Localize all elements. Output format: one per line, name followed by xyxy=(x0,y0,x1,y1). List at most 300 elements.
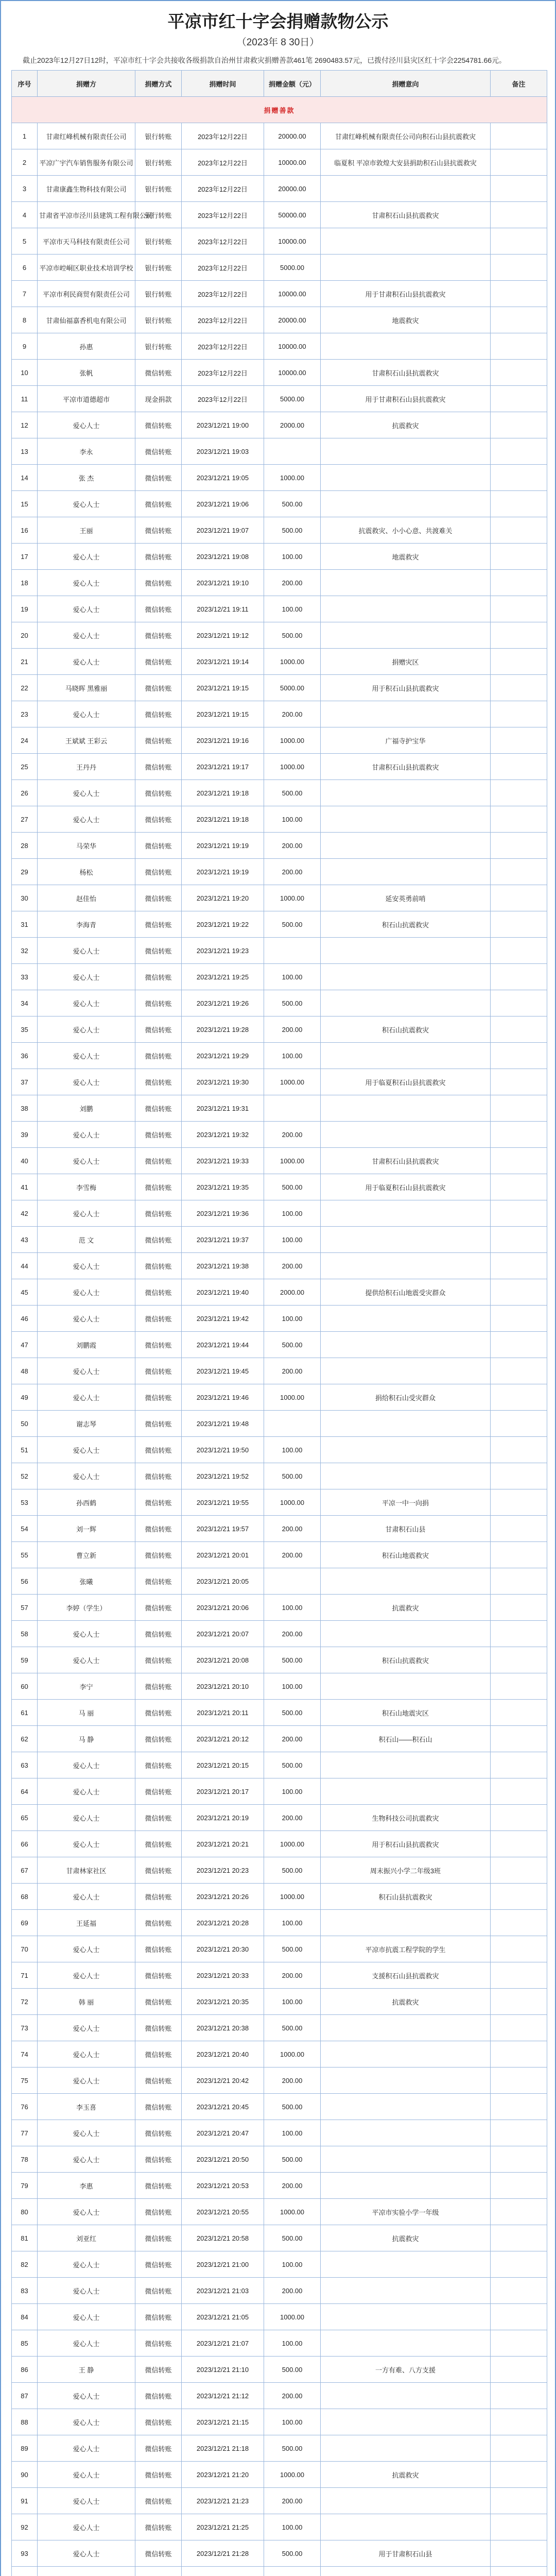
table-row xyxy=(12,2357,547,2383)
cell-method: 微信转账 xyxy=(135,544,182,570)
table-row xyxy=(12,1122,547,1148)
cell-time: 2023/12/21 19:46 xyxy=(182,1384,264,1411)
cell-remark xyxy=(491,202,547,228)
cell-purpose: 生物科技公司抗震救灾 xyxy=(321,1805,491,1831)
cell-donor: 平凉市利民商贸有限责任公司 xyxy=(38,281,135,307)
table-row xyxy=(12,1647,547,1673)
table-row xyxy=(12,465,547,491)
cell-donor: 爱心人士 xyxy=(38,2409,135,2435)
cell-purpose: 地震救灾 xyxy=(321,307,491,333)
cell-remark xyxy=(491,1884,547,1910)
table-row xyxy=(12,333,547,360)
cell-donor xyxy=(38,2567,135,2576)
cell-donor: 平凉市道德超市 xyxy=(38,386,135,412)
cell-donor: 爱心人士 xyxy=(38,1962,135,1989)
cell-time: 2023/12/21 20:01 xyxy=(182,1542,264,1568)
cell-no: 82 xyxy=(12,2251,38,2278)
cell-time: 2023/12/21 19:50 xyxy=(182,1437,264,1463)
cell-time: 2023/12/21 19:14 xyxy=(182,649,264,675)
table-row xyxy=(12,754,547,780)
cell-donor: 马荣华 xyxy=(38,833,135,859)
cell-amount: 200.00 xyxy=(264,2383,321,2409)
cell-remark xyxy=(491,517,547,544)
table-row xyxy=(12,360,547,386)
cell-time: 2023/12/21 20:17 xyxy=(182,1778,264,1805)
cell-purpose: 积石山抗震救灾 xyxy=(321,1647,491,1673)
cell-method: 微信转账 xyxy=(135,360,182,386)
cell-purpose: 甘肃积石山县抗震救灾 xyxy=(321,360,491,386)
cell-time: 2023年12月22日 xyxy=(182,386,264,412)
cell-donor: 爱心人士 xyxy=(38,2067,135,2094)
cell-no: 87 xyxy=(12,2383,38,2409)
cell-remark xyxy=(491,255,547,281)
cell-amount: 100.00 xyxy=(264,1910,321,1936)
cell-purpose xyxy=(321,2067,491,2094)
table-row xyxy=(12,1411,547,1437)
cell-amount: 500.00 xyxy=(264,2540,321,2567)
cell-donor: 爱心人士 xyxy=(38,964,135,990)
cell-amount: 1000.00 xyxy=(264,727,321,754)
cell-time: 2023/12/21 20:12 xyxy=(182,1726,264,1752)
cell-purpose xyxy=(321,596,491,622)
cell-amount: 100.00 xyxy=(264,596,321,622)
cell-purpose xyxy=(321,806,491,833)
cell-remark xyxy=(491,649,547,675)
table-row xyxy=(12,2462,547,2488)
cell-donor: 刘一辉 xyxy=(38,1516,135,1542)
cell-time: 2023/12/21 21:03 xyxy=(182,2278,264,2304)
cell-time: 2023/12/21 19:28 xyxy=(182,1016,264,1043)
cell-method: 微信转账 xyxy=(135,1621,182,1647)
cell-remark xyxy=(491,938,547,964)
cell-no xyxy=(12,2567,38,2576)
table-row xyxy=(12,2067,547,2094)
table-row xyxy=(12,1463,547,1489)
table-row xyxy=(12,2435,547,2462)
cell-purpose: 地震救灾 xyxy=(321,544,491,570)
cell-time: 2023/12/21 20:19 xyxy=(182,1805,264,1831)
cell-amount: 500.00 xyxy=(264,2435,321,2462)
table-row xyxy=(12,202,547,228)
cell-remark xyxy=(491,544,547,570)
cell-purpose xyxy=(321,1253,491,1279)
cell-purpose: 抗震救灾、小小心意、共渡难关 xyxy=(321,517,491,544)
cell-time: 2023年12月22日 xyxy=(182,360,264,386)
cell-no: 11 xyxy=(12,386,38,412)
cell-amount: 200.00 xyxy=(264,2173,321,2199)
cell-no: 21 xyxy=(12,649,38,675)
cell-method: 微信转账 xyxy=(135,1568,182,1595)
cell-time: 2023年12月22日 xyxy=(182,255,264,281)
cell-method: 微信转账 xyxy=(135,517,182,544)
cell-method: 微信转账 xyxy=(135,1069,182,1095)
table-row xyxy=(12,2278,547,2304)
table-row xyxy=(12,1227,547,1253)
cell-purpose: 抗震救灾 xyxy=(321,412,491,438)
cell-amount: 200.00 xyxy=(264,1621,321,1647)
cell-no: 83 xyxy=(12,2278,38,2304)
cell-purpose: 一方有难、八方支援 xyxy=(321,2357,491,2383)
cell-time: 2023/12/21 19:17 xyxy=(182,754,264,780)
cell-remark xyxy=(491,1568,547,1595)
cell-no: 1 xyxy=(12,123,38,149)
cell-no: 79 xyxy=(12,2173,38,2199)
cell-purpose xyxy=(321,2435,491,2462)
cell-amount: 500.00 xyxy=(264,1463,321,1489)
cell-no: 71 xyxy=(12,1962,38,1989)
cell-time: 2023年12月22日 xyxy=(182,149,264,176)
cell-no: 16 xyxy=(12,517,38,544)
cell-time: 2023/12/21 20:58 xyxy=(182,2225,264,2251)
cell-method: 微信转账 xyxy=(135,412,182,438)
table-row xyxy=(12,2041,547,2067)
cell-time: 2023年12月22日 xyxy=(182,281,264,307)
cell-purpose xyxy=(321,1122,491,1148)
cell-remark xyxy=(491,675,547,701)
cell-no: 2 xyxy=(12,149,38,176)
page-date: （2023年 8 30日） xyxy=(236,37,320,48)
cell-purpose xyxy=(321,1621,491,1647)
cell-time: 2023/12/21 20:07 xyxy=(182,1621,264,1647)
cell-amount: 1000.00 xyxy=(264,2462,321,2488)
cell-method: 微信转账 xyxy=(135,1542,182,1568)
cell-time: 2023/12/21 19:57 xyxy=(182,1516,264,1542)
cell-time: 2023/12/21 21:15 xyxy=(182,2409,264,2435)
table-row xyxy=(12,1568,547,1595)
cell-amount: 500.00 xyxy=(264,622,321,649)
cell-no: 46 xyxy=(12,1306,38,1332)
cell-method: 微信转账 xyxy=(135,1411,182,1437)
table-row xyxy=(12,1489,547,1516)
cell-no: 6 xyxy=(12,255,38,281)
cell-time: 2023/12/21 20:42 xyxy=(182,2067,264,2094)
cell-amount: 500.00 xyxy=(264,2015,321,2041)
cell-donor: 爱心人士 xyxy=(38,2540,135,2567)
cell-purpose xyxy=(321,1463,491,1489)
cell-remark xyxy=(491,990,547,1016)
cell-time: 2023年12月22日 xyxy=(182,176,264,202)
cell-purpose: 平凉市实验小学一年级 xyxy=(321,2199,491,2225)
cell-remark xyxy=(491,1384,547,1411)
cell-no: 74 xyxy=(12,2041,38,2067)
cell-purpose xyxy=(321,1910,491,1936)
cell-method: 微信转账 xyxy=(135,2278,182,2304)
cell-no: 22 xyxy=(12,675,38,701)
cell-purpose xyxy=(321,1043,491,1069)
cell-purpose: 抗震救灾 xyxy=(321,2225,491,2251)
cell-method: 微信转账 xyxy=(135,1200,182,1227)
cell-purpose xyxy=(321,1095,491,1122)
table-row xyxy=(12,833,547,859)
cell-remark xyxy=(491,911,547,938)
cell-donor: 刘鹏霞 xyxy=(38,1332,135,1358)
cell-amount: 100.00 xyxy=(264,2120,321,2146)
cell-remark xyxy=(491,1647,547,1673)
cell-amount: 500.00 xyxy=(264,491,321,517)
cell-donor: 爱心人士 xyxy=(38,990,135,1016)
table-row xyxy=(12,1016,547,1043)
cell-purpose xyxy=(321,2409,491,2435)
cell-amount: 200.00 xyxy=(264,1122,321,1148)
cell-amount: 10000.00 xyxy=(264,228,321,255)
cell-amount: 200.00 xyxy=(264,1516,321,1542)
cell-method: 微信转账 xyxy=(135,438,182,465)
cell-time: 2023/12/21 20:23 xyxy=(182,1857,264,1884)
table-row xyxy=(12,1437,547,1463)
cell-remark xyxy=(491,2409,547,2435)
cell-remark xyxy=(491,1962,547,1989)
cell-no: 57 xyxy=(12,1595,38,1621)
cell-no: 9 xyxy=(12,333,38,360)
cell-remark xyxy=(491,2146,547,2173)
cell-donor: 王延福 xyxy=(38,1910,135,1936)
cell-amount: 1000.00 xyxy=(264,1884,321,1910)
table-row xyxy=(12,1384,547,1411)
cell-no: 8 xyxy=(12,307,38,333)
cell-no: 75 xyxy=(12,2067,38,2094)
cell-no: 89 xyxy=(12,2435,38,2462)
cell-time: 2023/12/21 20:11 xyxy=(182,1700,264,1726)
cell-no: 31 xyxy=(12,911,38,938)
cell-amount: 500.00 xyxy=(264,2094,321,2120)
cell-remark xyxy=(491,1936,547,1962)
table-row xyxy=(12,1936,547,1962)
cell-donor: 爱心人士 xyxy=(38,1306,135,1332)
cell-method: 微信转账 xyxy=(135,2540,182,2567)
cell-remark xyxy=(491,1516,547,1542)
cell-donor: 平凉市崆峒区职业技术培训学校 xyxy=(38,255,135,281)
cell-amount: 10000.00 xyxy=(264,281,321,307)
cell-remark xyxy=(491,2488,547,2514)
cell-remark xyxy=(491,1279,547,1306)
cell-donor: 甘肃林家社区 xyxy=(38,1857,135,1884)
donation-table xyxy=(11,70,547,2576)
cell-time: 2023/12/21 19:37 xyxy=(182,1227,264,1253)
table-row xyxy=(12,727,547,754)
cell-no: 76 xyxy=(12,2094,38,2120)
cell-purpose: 甘肃积石山县抗震救灾 xyxy=(321,754,491,780)
cell-remark xyxy=(491,1122,547,1148)
table-row xyxy=(12,1831,547,1857)
cell-remark xyxy=(491,2120,547,2146)
cell-amount: 1000.00 xyxy=(264,1489,321,1516)
cell-method: 微信转账 xyxy=(135,1016,182,1043)
cell-no: 61 xyxy=(12,1700,38,1726)
cell-donor: 甘肃康鑫生物科技有限公司 xyxy=(38,176,135,202)
cell-amount: 200.00 xyxy=(264,1726,321,1752)
table-row xyxy=(12,1069,547,1095)
cell-no: 72 xyxy=(12,1989,38,2015)
cell-no: 65 xyxy=(12,1805,38,1831)
cell-time: 2023/12/21 20:28 xyxy=(182,1910,264,1936)
cell-no: 12 xyxy=(12,412,38,438)
cell-time: 2023/12/21 19:07 xyxy=(182,517,264,544)
cell-donor: 爱心人士 xyxy=(38,1384,135,1411)
cell-remark xyxy=(491,1227,547,1253)
cell-purpose xyxy=(321,570,491,596)
section-row xyxy=(12,97,547,123)
cell-method: 微信转账 xyxy=(135,2383,182,2409)
table-row xyxy=(12,176,547,202)
table-row xyxy=(12,544,547,570)
table-row xyxy=(12,1857,547,1884)
cell-time: 2023年12月22日 xyxy=(182,123,264,149)
cell-no: 78 xyxy=(12,2146,38,2173)
cell-method: 微信转账 xyxy=(135,1332,182,1358)
table-row xyxy=(12,2567,547,2576)
cell-method: 微信转账 xyxy=(135,2041,182,2067)
cell-donor: 爱心人士 xyxy=(38,649,135,675)
cell-no: 67 xyxy=(12,1857,38,1884)
cell-purpose xyxy=(321,491,491,517)
cell-time: 2023/12/21 21:25 xyxy=(182,2514,264,2540)
cell-remark xyxy=(491,1752,547,1778)
table-row xyxy=(12,1200,547,1227)
cell-remark xyxy=(491,2304,547,2330)
cell-amount: 500.00 xyxy=(264,517,321,544)
cell-method: 微信转账 xyxy=(135,570,182,596)
cell-amount: 1000.00 xyxy=(264,2304,321,2330)
cell-method: 微信转账 xyxy=(135,938,182,964)
cell-method: 微信转账 xyxy=(135,1384,182,1411)
cell-remark xyxy=(491,2514,547,2540)
cell-donor: 刘亚红 xyxy=(38,2225,135,2251)
header-method: 捐赠方式 xyxy=(135,71,182,97)
cell-remark xyxy=(491,1411,547,1437)
cell-time: 2023/12/21 21:07 xyxy=(182,2330,264,2357)
cell-amount: 2000.00 xyxy=(264,412,321,438)
cell-no: 41 xyxy=(12,1174,38,1200)
cell-amount: 1000.00 xyxy=(264,885,321,911)
cell-no: 80 xyxy=(12,2199,38,2225)
cell-no: 51 xyxy=(12,1437,38,1463)
cell-method: 微信转账 xyxy=(135,1279,182,1306)
cell-purpose xyxy=(321,2146,491,2173)
cell-method: 微信转账 xyxy=(135,1095,182,1122)
cell-donor: 爱心人士 xyxy=(38,2120,135,2146)
cell-time: 2023/12/21 19:33 xyxy=(182,1148,264,1174)
cell-no: 77 xyxy=(12,2120,38,2146)
cell-purpose: 积石山——积石山 xyxy=(321,1726,491,1752)
cell-remark xyxy=(491,281,547,307)
cell-no: 56 xyxy=(12,1568,38,1595)
table-header-row xyxy=(12,71,547,97)
cell-remark xyxy=(491,2041,547,2067)
cell-no: 28 xyxy=(12,833,38,859)
cell-time: 2023/12/21 20:38 xyxy=(182,2015,264,2041)
cell-amount: 200.00 xyxy=(264,2067,321,2094)
cell-time: 2023年12月22日 xyxy=(182,307,264,333)
cell-amount: 500.00 xyxy=(264,2357,321,2383)
cell-donor: 李玉喜 xyxy=(38,2094,135,2120)
cell-amount: 100.00 xyxy=(264,1043,321,1069)
cell-donor: 爱心人士 xyxy=(38,2278,135,2304)
cell-amount: 100.00 xyxy=(264,1595,321,1621)
cell-no: 48 xyxy=(12,1358,38,1384)
cell-no: 33 xyxy=(12,964,38,990)
cell-remark xyxy=(491,1673,547,1700)
cell-donor: 爱心人士 xyxy=(38,1279,135,1306)
cell-amount: 200.00 xyxy=(264,2278,321,2304)
cell-donor: 爱心人士 xyxy=(38,2330,135,2357)
cell-no: 59 xyxy=(12,1647,38,1673)
cell-time: 2023/12/21 20:33 xyxy=(182,1962,264,1989)
cell-time: 2023/12/21 20:10 xyxy=(182,1673,264,1700)
table-row xyxy=(12,2304,547,2330)
cell-method: 微信转账 xyxy=(135,1516,182,1542)
cell-time: 2023/12/21 19:30 xyxy=(182,1069,264,1095)
cell-donor: 韩 丽 xyxy=(38,1989,135,2015)
cell-donor: 马 静 xyxy=(38,1726,135,1752)
cell-time: 2023/12/21 21:28 xyxy=(182,2540,264,2567)
cell-purpose: 积石山县抗震救灾 xyxy=(321,1884,491,1910)
table-row xyxy=(12,570,547,596)
cell-remark xyxy=(491,1148,547,1174)
table-row xyxy=(12,2251,547,2278)
cell-remark xyxy=(491,2383,547,2409)
cell-amount: 200.00 xyxy=(264,1962,321,1989)
cell-method: 微信转账 xyxy=(135,2357,182,2383)
cell-amount: 200.00 xyxy=(264,833,321,859)
cell-time: 2023/12/21 19:38 xyxy=(182,1253,264,1279)
cell-donor: 爱心人士 xyxy=(38,1043,135,1069)
cell-time: 2023/12/21 19:10 xyxy=(182,570,264,596)
cell-purpose: 甘肃积石山县 xyxy=(321,1516,491,1542)
cell-donor: 范 文 xyxy=(38,1227,135,1253)
table-row xyxy=(12,2225,547,2251)
cell-amount: 1000.00 xyxy=(264,1069,321,1095)
cell-no: 68 xyxy=(12,1884,38,1910)
cell-amount: 100.00 xyxy=(264,544,321,570)
cell-time: 2023/12/21 19:35 xyxy=(182,1174,264,1200)
intro-paragraph: 截止2023年12月27日12时，平凉市红十字会共接收各级捐款自治州甘肃救灾捐赠善款461笔 2690483.57元，已拨付泾川县灾区红十字会2254781.66元。 xyxy=(23,56,507,64)
cell-remark xyxy=(491,2435,547,2462)
cell-time: 2023/12/21 19:26 xyxy=(182,990,264,1016)
cell-method: 微信转账 xyxy=(135,2015,182,2041)
cell-donor: 刘鹏 xyxy=(38,1095,135,1122)
cell-purpose: 支援积石山县抗震救灾 xyxy=(321,1962,491,1989)
cell-donor: 爱心人士 xyxy=(38,412,135,438)
cell-purpose xyxy=(321,622,491,649)
cell-remark xyxy=(491,1778,547,1805)
cell-purpose: 延安英勇前哨 xyxy=(321,885,491,911)
cell-purpose xyxy=(321,833,491,859)
table-row xyxy=(12,596,547,622)
cell-donor: 李雪梅 xyxy=(38,1174,135,1200)
cell-purpose xyxy=(321,780,491,806)
cell-time: 2023/12/21 20:55 xyxy=(182,2199,264,2225)
cell-time: 2023/12/21 20:15 xyxy=(182,1752,264,1778)
cell-purpose: 积石山地震救灾 xyxy=(321,1542,491,1568)
cell-remark xyxy=(491,2540,547,2567)
cell-time: 2023/12/21 21:10 xyxy=(182,2357,264,2383)
cell-time: 2023/12/21 20:05 xyxy=(182,1568,264,1595)
cell-time: 2023/12/21 20:53 xyxy=(182,2173,264,2199)
cell-no: 14 xyxy=(12,465,38,491)
cell-amount: 100.00 xyxy=(264,1200,321,1227)
cell-donor: 王 静 xyxy=(38,2357,135,2383)
cell-remark xyxy=(491,307,547,333)
cell-no: 73 xyxy=(12,2015,38,2041)
cell-no: 32 xyxy=(12,938,38,964)
cell-method: 微信转账 xyxy=(135,1148,182,1174)
cell-no: 43 xyxy=(12,1227,38,1253)
table-row xyxy=(12,675,547,701)
cell-amount: 1000.00 xyxy=(264,465,321,491)
cell-method: 微信转账 xyxy=(135,727,182,754)
cell-purpose: 用于临夏积石山县抗震救灾 xyxy=(321,1069,491,1095)
cell-method: 微信转账 xyxy=(135,701,182,727)
